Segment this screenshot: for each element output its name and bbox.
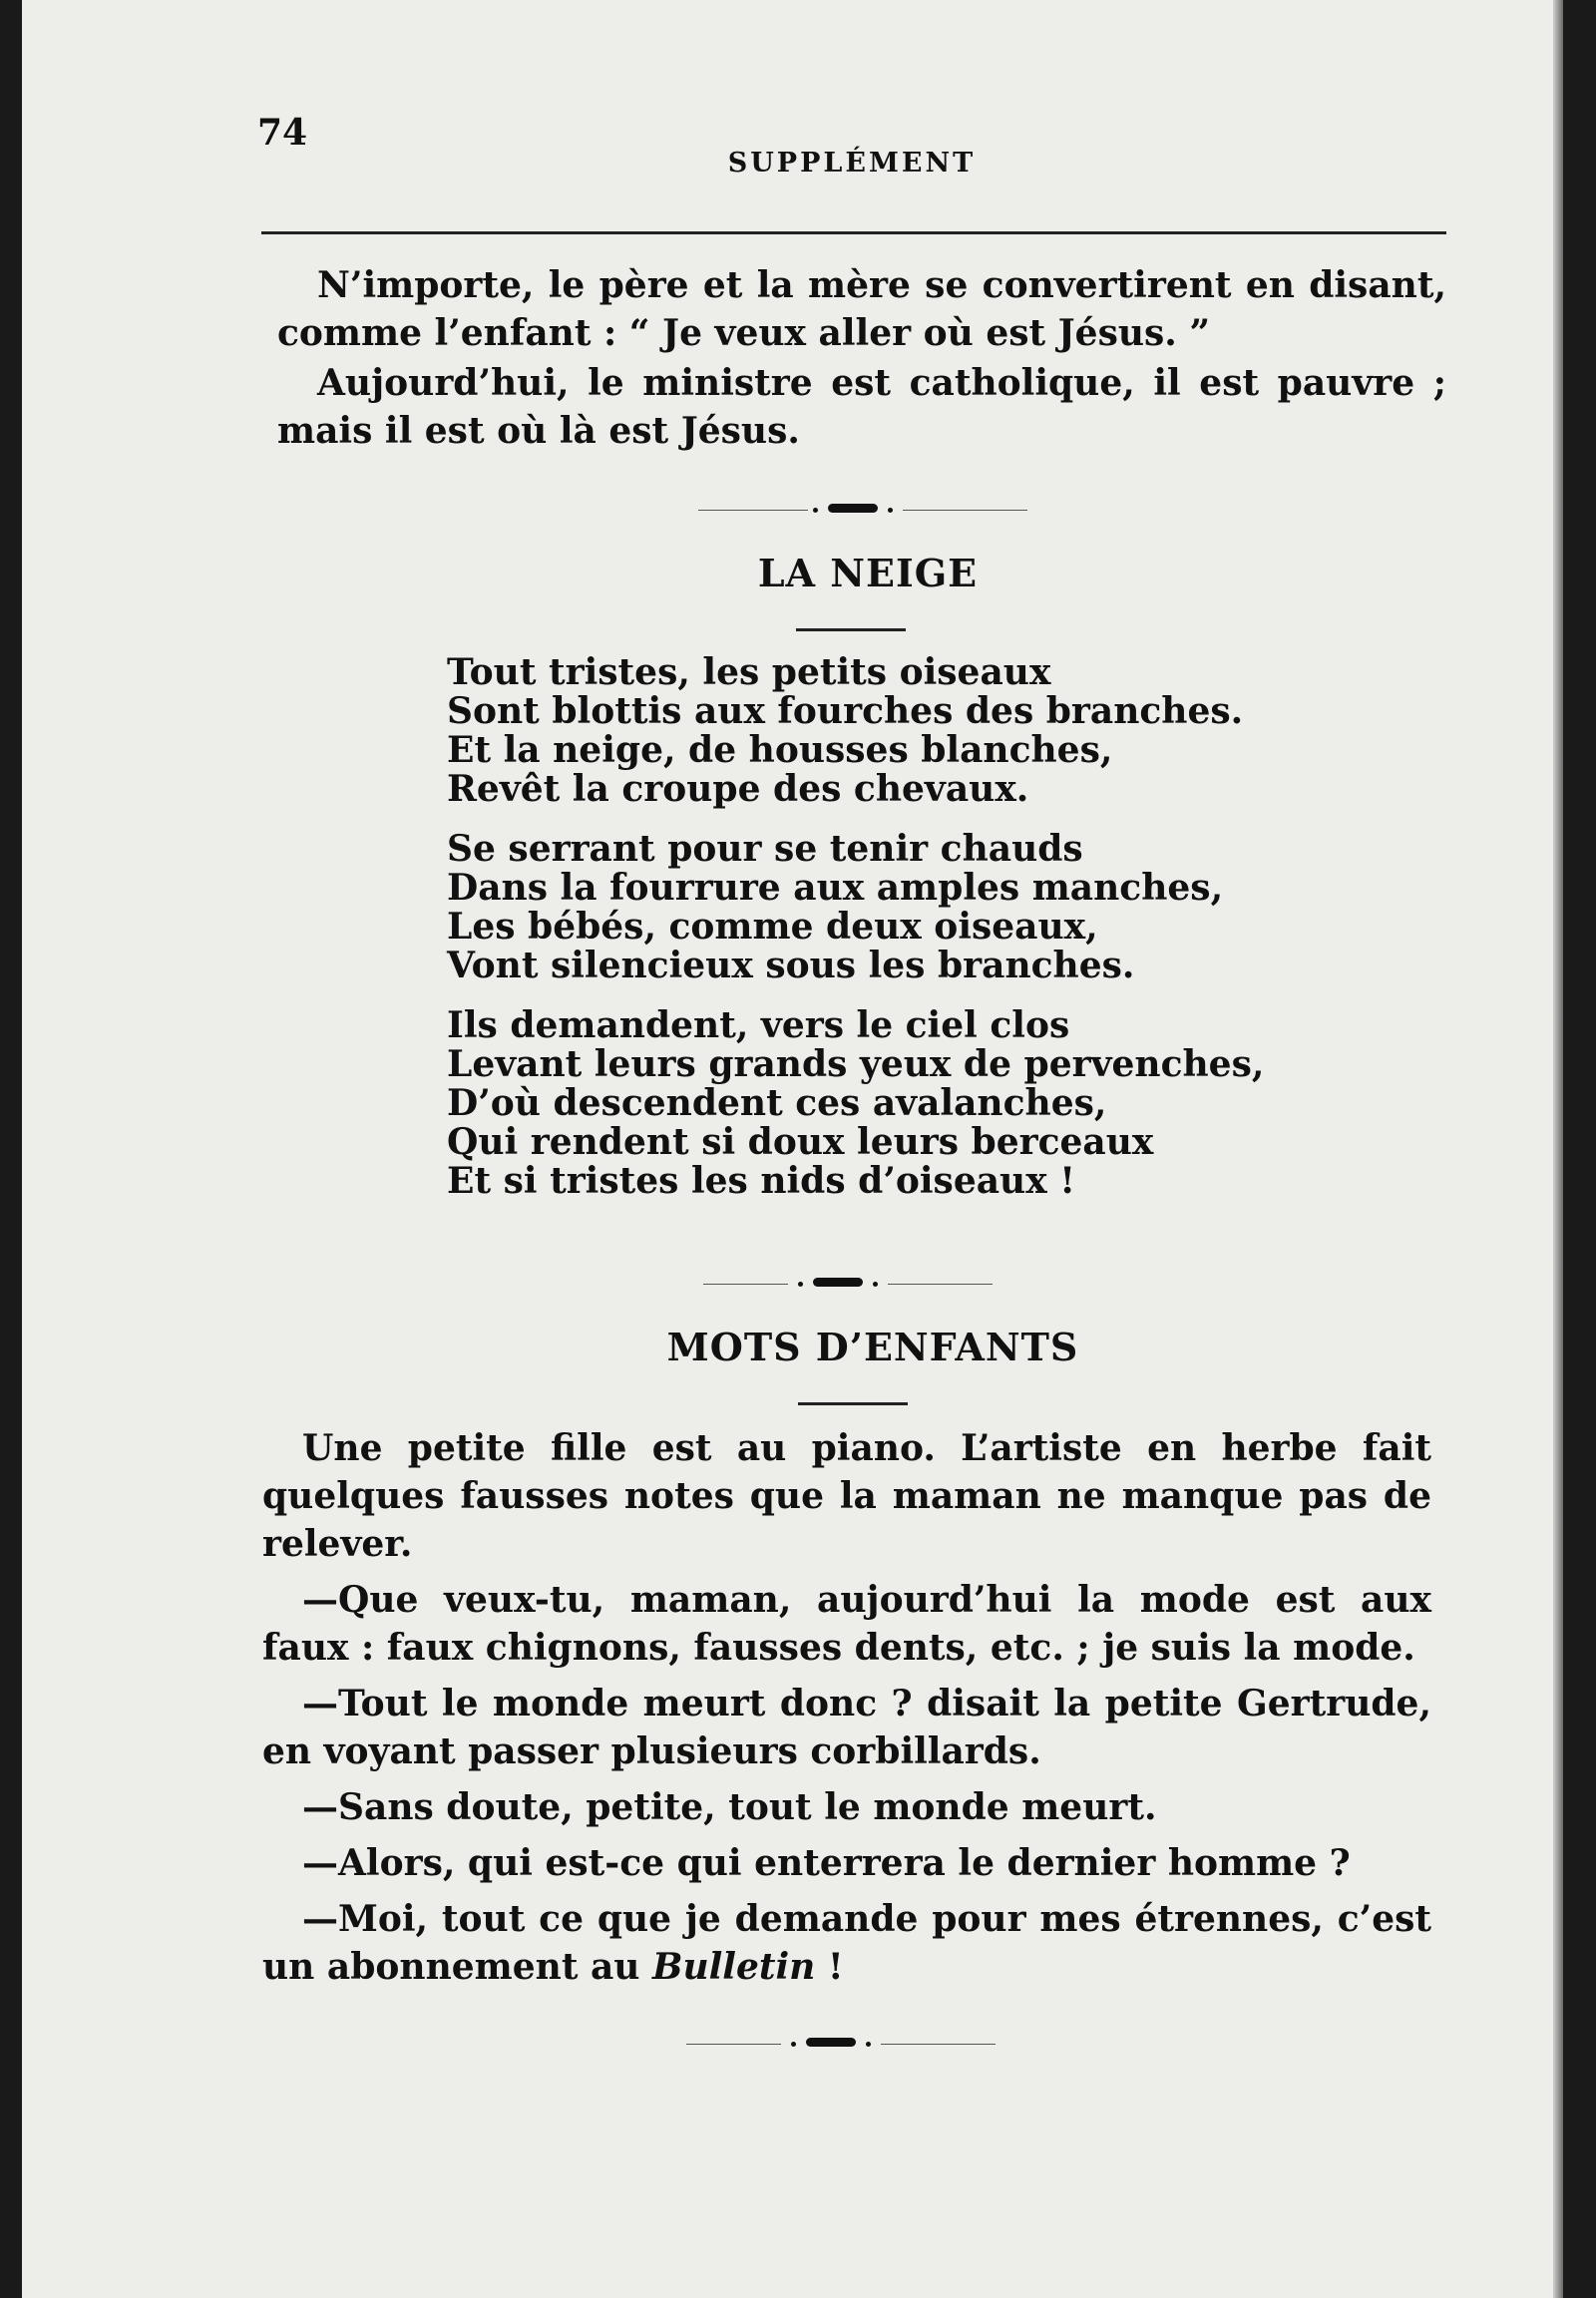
mots-paragraph: —Que veux-tu, maman, aujourd’hui la mode est aux faux : faux chignons, fausses dents, etc. ; je suis la mode.: [262, 1579, 1431, 1669]
poem-line: Vont silencieux sous les branches.: [447, 945, 1135, 986]
poem-line: Qui rendent si doux leurs berceaux: [447, 1121, 1154, 1163]
section-ornament: [686, 2035, 996, 2055]
poem-line: Levant leurs grands yeux de pervenches,: [447, 1043, 1265, 1085]
intro-paragraph: Aujourd’hui, le ministre est catholique, il est pauvre ; mais il est où là est Jésus.: [277, 362, 1446, 452]
page-number: 74: [257, 112, 308, 154]
mots-paragraph: —Tout le monde meurt donc ? disait la petite Gertrude, en voyant passer plusieurs corbillards.: [262, 1683, 1431, 1772]
section-ornament: [698, 501, 1027, 521]
poem-line: Sont blottis aux fourches des branches.: [447, 690, 1244, 732]
poem: [447, 653, 1395, 1222]
mots-paragraph-last: [262, 1895, 1431, 1991]
mots-paragraph: Une petite fille est au piano. L’artiste en herbe fait quelques fausses notes que la maman ne manque pas de relever.: [262, 1427, 1431, 1565]
poem-line: Dans la fourrure aux amples manches,: [447, 867, 1224, 909]
poem-line: Se serrant pour se tenir chauds: [447, 828, 1083, 870]
poem-line: Et si tristes les nids d’oiseaux !: [447, 1160, 1076, 1202]
intro-text: [277, 261, 1446, 455]
page-header: [257, 112, 1446, 179]
bulletin-title: Bulletin: [652, 1946, 816, 1988]
mots-paragraph: —Alors, qui est-ce qui enterrera le dernier homme ?: [302, 1842, 1351, 1884]
running-title: SUPPLÉMENT: [727, 148, 977, 179]
poem-line: Ils demandent, vers le ciel clos: [447, 1004, 1070, 1046]
poem-line: Revêt la croupe des chevaux.: [447, 768, 1029, 810]
mots-paragraph: —Sans doute, petite, tout le monde meurt.: [302, 1786, 1157, 1828]
section-ornament: [703, 1275, 993, 1295]
poem-line: D’où descendent ces avalanches,: [447, 1082, 1107, 1124]
poem-line: Et la neige, de housses blanches,: [447, 729, 1113, 771]
poem-line: Tout tristes, les petits oiseaux: [447, 651, 1051, 693]
mots-last-after: !: [815, 1946, 844, 1988]
intro-paragraph: N’importe, le père et la mère se convertirent en disant, comme l’enfant : “ Je veux aller où est Jésus. ”: [277, 264, 1446, 354]
poem-line: Les bébés, comme deux oiseaux,: [447, 906, 1098, 948]
poem-stanza: [447, 830, 1395, 985]
mots-last-before: —Moi, tout ce que je demande pour mes étrennes, c’est un abonnement au: [262, 1898, 1431, 1988]
mots-title-rule: [798, 1402, 908, 1405]
mots-title: MOTS D’ENFANTS: [666, 1325, 1079, 1369]
mots-text: [262, 1424, 1431, 1991]
poem-stanza: [447, 1006, 1395, 1201]
poem-title-rule: [796, 628, 906, 631]
header-rule: [261, 231, 1446, 234]
poem-stanza: [447, 653, 1395, 809]
poem-title: LA NEIGE: [757, 551, 979, 595]
page-spine-shadow: [1553, 0, 1563, 2298]
